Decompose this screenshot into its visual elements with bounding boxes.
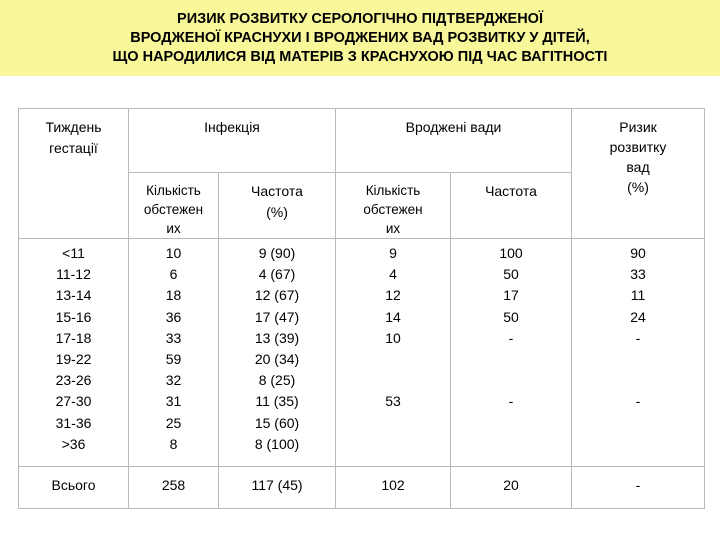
header-row bbox=[19, 109, 705, 173]
table-cell bbox=[572, 413, 704, 434]
table-cell: 4 (67) bbox=[258, 266, 296, 283]
col-infection-count bbox=[129, 239, 219, 467]
table-cell bbox=[572, 349, 704, 370]
table-cell: 17-18 bbox=[55, 329, 92, 346]
table-cell bbox=[451, 434, 571, 455]
header-week-line2: гестації bbox=[49, 140, 98, 156]
total-label: Всього bbox=[19, 467, 129, 509]
table-cell bbox=[451, 349, 571, 370]
table-cell: 17 bbox=[503, 287, 519, 304]
subheader-infection-count: Кількість обстежен их bbox=[129, 173, 219, 239]
title-line-3: ЩО НАРОДИЛИСЯ ВІД МАТЕРІВ З КРАСНУХОЮ ПІД ЧАС ВАГІТНОСТІ bbox=[112, 48, 608, 65]
table-cell: <11 bbox=[62, 245, 85, 261]
table-cell: 50 bbox=[503, 266, 519, 283]
table-cell bbox=[336, 349, 450, 370]
subheader-infection-freq: Частота (%) bbox=[219, 173, 336, 239]
table-cell: 32 bbox=[165, 372, 182, 389]
table-cell: 36 bbox=[165, 308, 182, 325]
table-cell: 90 bbox=[630, 245, 646, 261]
title-line-1: РИЗИК РОЗВИТКУ СЕРОЛОГІЧНО ПІДТВЕРДЖЕНОЇ bbox=[177, 10, 543, 27]
table-cell: 10 bbox=[165, 245, 182, 261]
table-cell bbox=[572, 370, 704, 391]
data-row bbox=[19, 239, 705, 467]
table-cell bbox=[451, 413, 571, 434]
header-week-line1: Тиждень bbox=[45, 119, 102, 135]
table-cell: 12 bbox=[385, 287, 401, 304]
header-week bbox=[19, 109, 129, 239]
table-cell: - bbox=[635, 393, 641, 410]
table-cell: 15 (60) bbox=[254, 414, 300, 431]
table-cell: 20 (34) bbox=[254, 350, 300, 367]
table-cell: 8 (25) bbox=[258, 372, 296, 389]
table-cell: - bbox=[635, 329, 641, 346]
total-defects-count: 102 bbox=[336, 467, 451, 509]
total-row bbox=[19, 467, 705, 509]
table-cell: 14 bbox=[385, 308, 401, 325]
col-infection-freq bbox=[219, 239, 336, 467]
table-cell: 25 bbox=[165, 414, 182, 431]
table-cell bbox=[572, 434, 704, 455]
table-cell: 9 (90) bbox=[258, 245, 296, 261]
table-cell: 4 bbox=[389, 266, 397, 283]
table-cell: 8 bbox=[169, 435, 178, 452]
table-cell: 11 (35) bbox=[255, 393, 299, 410]
total-risk: - bbox=[572, 467, 705, 509]
header-defects: Вроджені вади bbox=[336, 109, 572, 173]
table-cell bbox=[336, 434, 450, 455]
table-cell: 10 bbox=[385, 329, 401, 346]
title-line-2: ВРОДЖЕНОЇ КРАСНУХИ І ВРОДЖЕНИХ ВАД РОЗВИТКУ У ДІТЕЙ, bbox=[130, 29, 590, 46]
table-cell: - bbox=[508, 329, 514, 346]
table-cell: 100 bbox=[499, 245, 523, 261]
table-cell: 27-30 bbox=[55, 393, 92, 410]
table-cell: 31-36 bbox=[55, 414, 92, 431]
table-cell: - bbox=[508, 393, 514, 410]
table-cell: 17 (47) bbox=[254, 308, 300, 325]
table-cell: 12 (67) bbox=[254, 287, 300, 304]
table-cell: 24 bbox=[630, 308, 646, 325]
table-cell: 33 bbox=[630, 266, 646, 283]
col-defects-count bbox=[336, 239, 451, 467]
table-cell: 18 bbox=[165, 287, 182, 304]
table-cell bbox=[451, 370, 571, 391]
table-cell: 9 bbox=[389, 245, 397, 261]
col-risk bbox=[572, 239, 705, 467]
table-cell: 31 bbox=[165, 393, 182, 410]
header-risk: Ризик розвитку вад (%) bbox=[572, 109, 705, 239]
subheader-defects-freq: Частота bbox=[451, 173, 572, 239]
table-cell: 11-12 bbox=[56, 266, 91, 283]
table-cell: 50 bbox=[503, 308, 519, 325]
table-cell: 53 bbox=[385, 393, 401, 410]
total-defects-freq: 20 bbox=[451, 467, 572, 509]
table-cell: >36 bbox=[61, 435, 86, 452]
table-cell: 8 (100) bbox=[254, 435, 300, 452]
table-cell: 19-22 bbox=[55, 350, 92, 367]
table-cell: 15-16 bbox=[55, 308, 92, 325]
table-cell: 59 bbox=[165, 350, 182, 367]
table-cell: 13 (39) bbox=[254, 329, 300, 346]
subheader-defects-count: Кількість обстежен их bbox=[336, 173, 451, 239]
table-cell: 23-26 bbox=[55, 372, 92, 389]
title-banner bbox=[0, 0, 720, 76]
table-cell: 33 bbox=[165, 329, 182, 346]
header-infection: Інфекція bbox=[129, 109, 336, 173]
table-cell: 13-14 bbox=[55, 287, 92, 304]
col-defects-freq bbox=[451, 239, 572, 467]
table-cell: 6 bbox=[169, 266, 178, 283]
col-weeks bbox=[19, 239, 129, 467]
table-cell bbox=[336, 413, 450, 434]
risk-table bbox=[18, 108, 705, 509]
total-infection-count: 258 bbox=[129, 467, 219, 509]
table-cell: 11 bbox=[630, 287, 646, 304]
total-infection-freq: 117 (45) bbox=[219, 467, 336, 509]
table-cell bbox=[336, 370, 450, 391]
